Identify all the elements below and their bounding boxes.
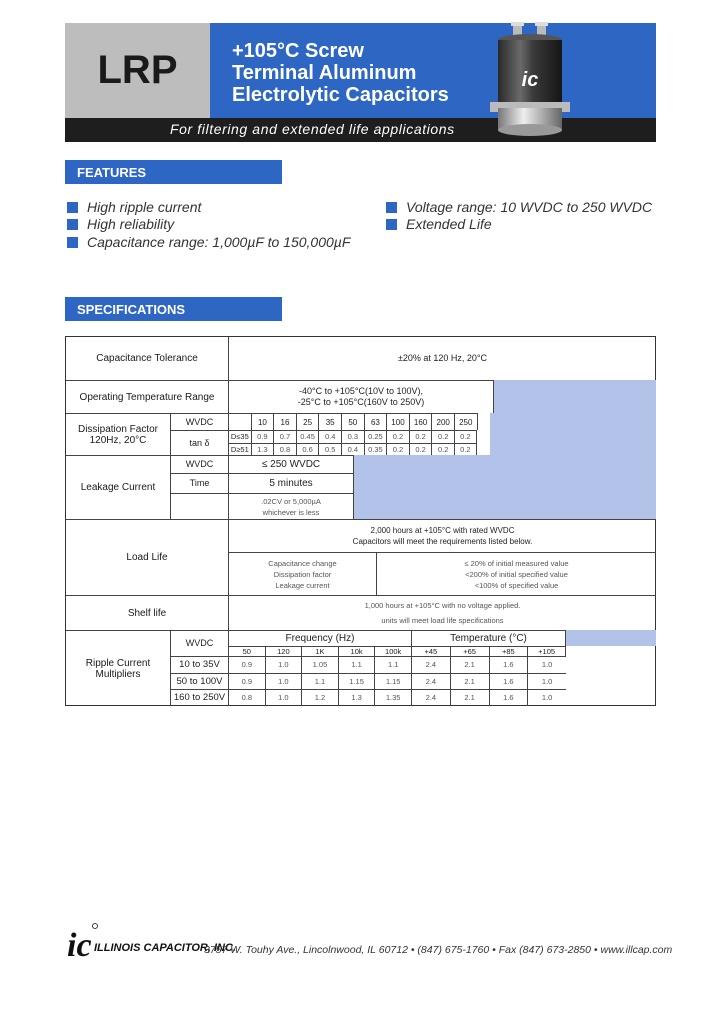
df-wvdc-label: WVDC: [170, 413, 228, 430]
title-line-1: +105°C Screw: [232, 40, 364, 62]
ripple-temp-heading: Temperature (°C): [411, 630, 566, 646]
df-value-cell: 0.35: [364, 443, 387, 456]
ripple-freq-cell: 100k: [374, 646, 411, 656]
tagline: For filtering and extended life applications: [170, 121, 455, 137]
ripple-freq-value: 1.0: [265, 656, 302, 673]
df-label: [66, 413, 170, 455]
ripple-temp-value: 2.1: [450, 689, 489, 706]
load-life-param: Capacitance change: [268, 558, 337, 568]
ripple-freq-cell: 50: [228, 646, 265, 656]
feature-item: High ripple current: [67, 199, 201, 215]
load-life-condition: [228, 519, 656, 552]
bullet-square-icon: [386, 202, 397, 213]
op-temp-value: [228, 380, 494, 413]
df-value-cell: 0.3: [341, 430, 364, 443]
leakage-formula-line-1: .02CV or 5,000µA: [261, 496, 321, 506]
ripple-range-cell: 50 to 100V: [170, 673, 228, 690]
company-logo-icon: [65, 920, 99, 962]
blank-fill: [354, 455, 656, 519]
features-heading: FEATURES: [65, 160, 282, 184]
ripple-label-line-2: Multipliers: [95, 668, 141, 680]
op-temp-label: Operating Temperature Range: [66, 380, 228, 413]
df-value-cell: 0.2: [454, 443, 477, 456]
ripple-freq-cell: 10k: [338, 646, 375, 656]
ripple-wvdc-label: WVDC: [170, 630, 228, 656]
load-life-param: Dissipation factor: [273, 569, 332, 579]
ripple-temp-value: 1.0: [527, 656, 566, 673]
title-line-2: Terminal Aluminum: [232, 62, 417, 84]
df-value-cell: 0.25: [364, 430, 387, 443]
df-voltage-cell: 250: [454, 413, 477, 430]
ripple-temp-value: 2.4: [411, 656, 450, 673]
ripple-temp-value: 1.0: [527, 689, 566, 706]
ripple-freq-cell: 120: [265, 646, 302, 656]
ripple-temp-value: 2.1: [450, 673, 489, 690]
load-life-line-2: Capacitors will meet the requirements listed below.: [352, 537, 533, 546]
leakage-wvdc-value: ≤ 250 WVDC: [228, 455, 354, 473]
ripple-temp-value: 2.4: [411, 689, 450, 706]
feature-item: High reliability: [67, 216, 174, 232]
ripple-freq-value: 1.0: [265, 689, 302, 706]
ripple-temp-cell: +65: [450, 646, 489, 656]
feature-item: Extended Life: [386, 216, 492, 232]
df-value-cell: 0.4: [318, 430, 341, 443]
shelf-life-value: [228, 595, 656, 630]
ripple-temp-value: 2.1: [450, 656, 489, 673]
df-voltage-cell: 63: [364, 413, 387, 430]
ripple-freq-cell: 1K: [301, 646, 338, 656]
leakage-wvdc-label: WVDC: [170, 455, 228, 473]
leakage-formula-line-2: whichever is less: [262, 507, 320, 517]
company-address: 3757 W. Touhy Ave., Lincolnwood, IL 60712 • (847) 675-1760 • Fax (847) 673-2850 • www.illcap.com: [204, 944, 673, 956]
df-value-cell: 0.2: [386, 443, 409, 456]
shelf-life-label: Shelf life: [66, 595, 228, 630]
ripple-temp-value: 1.6: [489, 656, 528, 673]
blank-fill: [494, 380, 656, 415]
ripple-range-cell: 160 to 250V: [170, 689, 228, 706]
load-life-limit: ≤ 20% of initial measured value: [464, 558, 569, 568]
capacitor-product-image: [485, 20, 575, 142]
df-value-cell: 0.9: [251, 430, 274, 443]
leakage-time-value: 5 minutes: [228, 473, 354, 493]
load-life-param: Leakage current: [275, 580, 330, 590]
ripple-freq-value: 0.8: [228, 689, 265, 706]
df-value-cell: 0.8: [273, 443, 296, 456]
ripple-range-cell: 10 to 35V: [170, 656, 228, 673]
df-diameter-cell: D≤35: [228, 430, 251, 443]
ripple-freq-value: 0.9: [228, 656, 265, 673]
ripple-freq-value: 1.1: [301, 673, 338, 690]
df-value-cell: 0.2: [409, 443, 432, 456]
ripple-freq-value: 1.1: [338, 656, 375, 673]
df-value-cell: 1.3: [251, 443, 274, 456]
df-value-cell: 0.2: [454, 430, 477, 443]
df-voltage-cell: 35: [318, 413, 341, 430]
ripple-label-line-1: Ripple Current: [85, 657, 151, 669]
df-value-cell: 0.7: [273, 430, 296, 443]
ripple-freq-value: 1.35: [374, 689, 411, 706]
df-voltage-cell: 100: [386, 413, 409, 430]
company-name: ILLINOIS CAPACITOR, INC.: [94, 942, 236, 954]
df-value-cell: 0.4: [341, 443, 364, 456]
ripple-freq-value: 1.05: [301, 656, 338, 673]
load-life-label: Load Life: [66, 519, 228, 595]
shelf-life-line-2: units will meet load life specifications: [381, 616, 504, 625]
bullet-square-icon: [386, 219, 397, 230]
ripple-label: [66, 630, 170, 706]
ripple-freq-value: 1.1: [374, 656, 411, 673]
blank-fill: [566, 630, 656, 646]
op-temp-line-1: -40°C to +105°C(10V to 100V),: [298, 386, 424, 396]
df-voltage-cell: 16: [273, 413, 296, 430]
df-value-cell: 0.6: [296, 443, 319, 456]
df-voltage-cell: 50: [341, 413, 364, 430]
ripple-temp-value: 1.6: [489, 673, 528, 690]
df-tan-label: tan δ: [170, 430, 228, 455]
df-value-cell: 0.5: [318, 443, 341, 456]
load-life-params: [228, 552, 376, 595]
title-line-3: Electrolytic Capacitors: [232, 84, 449, 106]
leakage-formula: [170, 493, 354, 519]
ripple-temp-cell: +105: [527, 646, 566, 656]
ripple-freq-value: 1.15: [338, 673, 375, 690]
specifications-heading: SPECIFICATIONS: [65, 297, 282, 321]
ripple-freq-value: 1.3: [338, 689, 375, 706]
ripple-freq-heading: Frequency (Hz): [228, 630, 411, 646]
leakage-label: Leakage Current: [66, 455, 170, 519]
blank-fill: [490, 413, 656, 455]
op-temp-line-2: -25°C to +105°C(160V to 250V): [297, 397, 425, 407]
bullet-square-icon: [67, 219, 78, 230]
df-value-cell: 0.2: [386, 430, 409, 443]
load-life-limits: [376, 552, 656, 595]
ripple-freq-value: 1.0: [265, 673, 302, 690]
df-label-line-2: 120Hz, 20°C: [89, 434, 147, 446]
load-life-line-1: 2,000 hours at +105°C with rated WVDC: [370, 526, 515, 535]
series-code: LRP: [97, 48, 178, 92]
leakage-time-label: Time: [170, 473, 228, 493]
feature-item: Voltage range: 10 WVDC to 250 WVDC: [386, 199, 652, 215]
ripple-freq-value: 0.9: [228, 673, 265, 690]
cap-tolerance-value: ±20% at 120 Hz, 20°C: [228, 337, 656, 380]
ripple-temp-value: 2.4: [411, 673, 450, 690]
df-voltage-cell: 160: [409, 413, 432, 430]
df-voltage-cell: 10: [251, 413, 274, 430]
product-title: [232, 40, 502, 106]
df-voltage-cell: 200: [431, 413, 454, 430]
df-value-cell: 0.2: [409, 430, 432, 443]
df-voltage-cell: 25: [296, 413, 319, 430]
ripple-temp-cell: +85: [489, 646, 528, 656]
df-value-cell: 0.2: [431, 430, 454, 443]
load-life-limit: <100% of specified value: [474, 580, 559, 590]
load-life-limit: <200% of initial specified value: [465, 569, 568, 579]
ripple-temp-value: 1.6: [489, 689, 528, 706]
image-logo-text: ic: [521, 69, 539, 91]
df-value-cell: 0.45: [296, 430, 319, 443]
df-corner-cell: [228, 413, 251, 430]
cap-tolerance-label: Capacitance Tolerance: [96, 353, 198, 364]
df-label-line-1: Dissipation Factor: [77, 423, 159, 435]
ripple-temp-cell: +45: [411, 646, 450, 656]
ripple-temp-value: 1.0: [527, 673, 566, 690]
bullet-square-icon: [67, 202, 78, 213]
df-diameter-cell: D≥51: [228, 443, 251, 456]
shelf-life-line-1: 1,000 hours at +105°C with no voltage applied.: [364, 601, 521, 610]
ripple-freq-value: 1.15: [374, 673, 411, 690]
bullet-square-icon: [67, 237, 78, 248]
ripple-freq-value: 1.2: [301, 689, 338, 706]
df-value-cell: 0.2: [431, 443, 454, 456]
specifications-table: [65, 336, 656, 706]
feature-item: Capacitance range: 1,000µF to 150,000µF: [67, 234, 350, 250]
footer-logo-text: ic: [67, 927, 92, 962]
